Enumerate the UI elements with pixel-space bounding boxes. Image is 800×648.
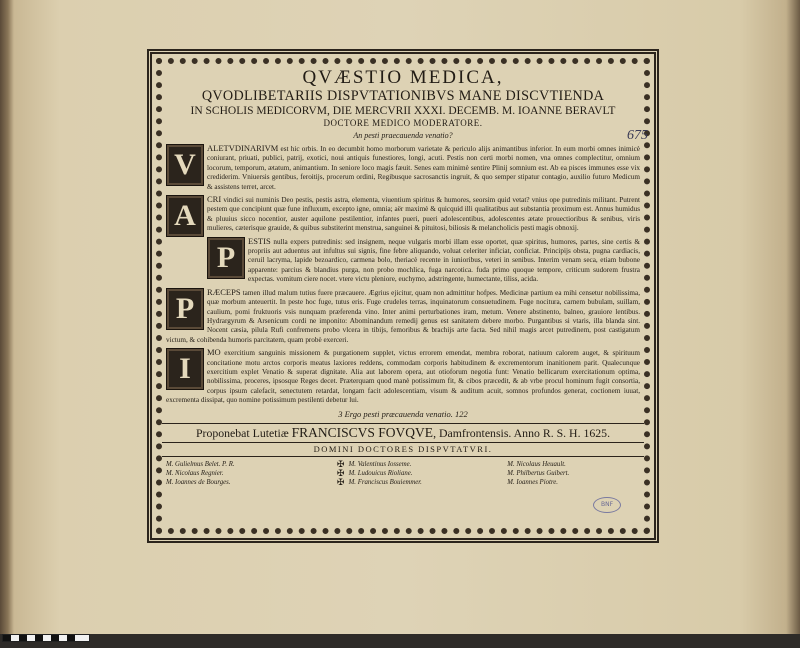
fleuron-icon: ✠ ✠ ✠ [336,458,345,487]
ornamental-frame [150,52,656,540]
drop-initial-3: P [207,237,245,279]
drop-initial-5: I [166,348,204,390]
paragraph-lead: ALETVDINARIVM [207,143,279,153]
scan-footer-bar [0,634,800,648]
doctors-column-right [507,460,640,487]
paragraph-1 [166,144,640,192]
drop-initial-1: V [166,144,204,186]
thesis-moderator: DOCTORE MEDICO MODERATORE. [323,118,483,128]
proponent-name: FRANCISCVS FOVQVE [291,424,434,440]
paragraph-lead: ESTIS [248,235,271,246]
paragraph-lead: RÆCEPS [207,286,241,297]
drop-initial-2: A [166,195,204,237]
paragraph-lead: MO [207,347,221,358]
paragraph-2 [166,195,640,234]
paragraph-4 [166,288,640,345]
doctors-column-left [166,460,299,487]
proponent-suffix: , Damfrontensis. Anno R. S. H. 1625. [433,425,611,440]
thesis-title: QVÆSTIO MEDICA, [302,67,504,88]
conclusion-line [166,409,640,419]
doctors-heading: DOMINI DOCTORES DISPVTATVRI. [162,443,644,457]
conclusion-text: Ergo pesti præcauenda venatio. [344,408,453,419]
paragraph-5 [166,348,640,405]
conclusion-page: 122 [455,408,468,419]
doctors-column-middle [337,460,470,487]
paragraph-text: exercitium sanguinis missionem & purgationem supplet, victus errorem emendat, membra roborat, natiuum calorem auget, & spirituum concitatione motu arctos corporis meatus laxiores reddens, commodam corporis habitudinem & excrementorum inanitionem parit. Qualecunque exercitium explet Venatio & superat dignitate. Alia aut laborem opera, aut otioforum negotia funt: Venatio bellicarum exercitationum optima, nobilissima, proceres, ipsosque Reges decet. Præterquam quod manè potissimum fit, & cibos præcedit, & ab vrbe procul hominum fugit consortia, corpus ipsum calefacit, senectutem retardat, longam facit adolescentiam, visum & auditum acuit, somnos profundos generat, coctionem iuuat, excrementa dissipat, quo nomine potissimum pestilenti debetur lui. [166,349,640,405]
paragraph-text: vindici sui numinis Deo pestis, pestis astra, elementa, viuentium spiritus & humores, seorsim quid vetat? vnius ope putredinis militant. Putrent pestem que concipiunt quæ fune influxum, excepto igne, omnia; aër maximè & quicquid illi qualitatibus aut substantia proximum est. Annus humidus & pluuius sicco nocentior, auster aquilone pestilentior, infantes pueri, pueri adolescentibus, adolescentes ætate prouectioribus & senibus, viris mulieres, cæterisque grauide, & quibus substiterint menstrua, sanguinei & pituitosi, biliosis & melancholicis pesti magis obnoxij. [207,196,640,233]
paragraph-3 [166,237,640,285]
thesis-question: An pesti praecauenda venatio? [353,131,453,140]
doctor-name: M. Ioannes de Bourges. [166,478,231,486]
proponent-prefix: Proponebat Lutetiæ [195,425,292,440]
thesis-content [166,66,640,526]
paragraph-text: est hic orbis. In eo decumbit homo morborum varietate & periculo alijs animantibus inferior. In eum morbi omnes inimicè coniurant, priuati, publici, patrij, exotici, noui antiquis funestiores, longi, acuti. Pestis non certi morbi nomen, vna omnes complectitur, omnium locorum, temporum, ætatum, animantium. In seniore loco magis fæuit. Senes eam minimè sentire Plinij somnium est. Ab ea pisces immunes esse vix crediderim. Vniuersis gentibus, feroitijs, procerum ordini, Regibusque sacrosanctis ingruit, & quo semper stipatur contagio, auxilio futuro Medicum & assistens terret, arcet. [207,145,640,191]
doctor-name: M. Ioannes Piotre. [507,478,558,486]
folio-number: 675 [627,128,648,143]
doctor-name: M. Gulielmus Belet. P. R. [166,460,235,468]
doctor-name: M. Franciscus Bouiemmer. [348,478,422,486]
thesis-subtitle: QVODLIBETARIIS DISPVTATIONIBVS MANE DISCVTIENDA [201,88,605,104]
doctor-name: M. Philbertus Guibert. [507,469,570,477]
paragraph-lead: CRI [207,194,222,205]
conclusion-number: 3 [338,408,343,419]
doctors-list [166,460,640,487]
paragraph-text: nulla expers putredinis: sed insignem, neque vulgaris morbi illam esse oportet, quæ spiritus, humores, partes, sine certis & propriis aut aduentus aut infultus sui signis, fine febre aliquando, voluat celeriter inficiat, conficiat. Principijs obsta, pugna cardiacis, ceruil lacryma, lapide bezoardico, carmena bolo, theriacè recente in iunioribus, veteri in senibus. Interim venam seca, etiam bubone apparente: parcius & blandius purga, non probo mochlica, fuga narcotica. fuda primo quoque tempore, criticum sudorem frustra expectas. vomitum ciere nocet. vtere victu pleniore, euchymo, adstringente, humectante, tiliss, acida. [248,237,640,284]
paragraph-text: tamen illud malum tutius fuere præcauere. Ægrius ejicitur, quam non admittitur hofpes. Medicinæ partium ea mihi censetur nobilissima, quæ morbum anteuertit. In peste hoc fuge, tutus eris. Fuge crudeles terras, inquinatorum consuetudinem. Fuge nocitura, carnem bubulam, suillam, caulium, pomi fruktuoris vsis nunquam præferenda vino. Inter animi perturbationes iram, metum. Venere abstinento, balneo, grauiore lentibus. Hydrargyrum & Arsenicum cordi ne imponito: Abominandum remedij genus est sanitatem debere morbo. Purgantibus si vtaris, illa blanda sint. Nocent cæsia, pilula Rufi confremens probo vlcera in tibijs, femoribus & brachijs arte facta. Sed nihil magis arcet putredinem, post castigatum victum, & cohibenda humoris parcitatem, quam probè exerceri. [166,288,640,344]
doctor-name: M. Ludouicus Rioliane. [348,469,413,477]
doctor-name: M. Valentinus Iosseme. [348,460,412,468]
library-stamp: BNF [593,497,621,513]
drop-initial-4: P [166,288,204,330]
thesis-line3: IN SCHOLIS MEDICORVM, DIE MERCVRII XXXI. DECEMB. M. IOANNE BERAVLT [190,105,616,117]
doctor-name: M. Nicolaus Regnier. [166,469,224,477]
scale-ruler [2,634,90,642]
doctor-name: M. Nicolaus Heuault. [507,460,566,468]
proponent-line [162,423,644,443]
